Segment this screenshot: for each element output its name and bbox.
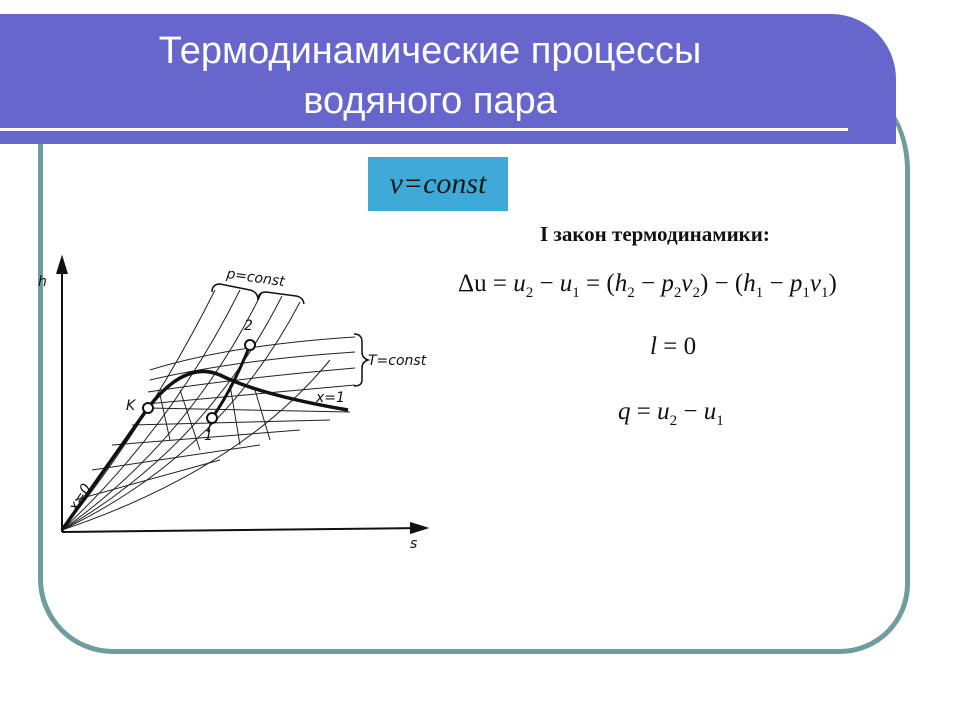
isobar-line (62, 302, 300, 530)
point-2-label: 2 (244, 318, 253, 334)
slide-title (40, 26, 820, 126)
first-law-heading: I закон термодинамики: (540, 222, 770, 246)
point-1-marker (207, 413, 217, 423)
axis-y-label: h (38, 274, 47, 290)
wet-line (132, 420, 330, 425)
title-line-1: Термодинамические процессы (158, 30, 702, 72)
heat-formula: $q = u_2 - u_1$ (618, 398, 724, 429)
x0-label: x=0 (65, 481, 95, 515)
x1-label: x=1 (316, 390, 345, 406)
wet-line (148, 408, 350, 412)
energy-balance-formula: $\Delta u = u_2 - u_1 = (h_2 - p_2v_2) - (h_1 - p_1v_1)$ (458, 270, 837, 301)
y-axis-arrow (57, 258, 67, 274)
saturation-curve (62, 371, 348, 530)
x-axis (62, 528, 422, 532)
axis-x-label: s (410, 536, 418, 552)
critical-point-marker (143, 403, 153, 413)
title-underline (0, 128, 848, 131)
process-badge: v=const (368, 157, 508, 211)
critical-point-label: K (126, 398, 136, 414)
point-2-marker (245, 340, 255, 350)
t-const-bracket (354, 334, 368, 386)
p-const-label: p=const (225, 266, 286, 291)
formula-delta-u: Δu (458, 270, 487, 297)
work-formula: l = 0 (650, 333, 697, 360)
isobar-line (62, 292, 262, 530)
point-1-label: 1 (204, 428, 213, 444)
t-const-label: T=const (368, 353, 427, 369)
isobar-lines (62, 290, 330, 530)
hs-diagram (20, 244, 460, 564)
title-line-2: водяного пара (303, 80, 557, 122)
x-axis-arrow (410, 523, 426, 533)
